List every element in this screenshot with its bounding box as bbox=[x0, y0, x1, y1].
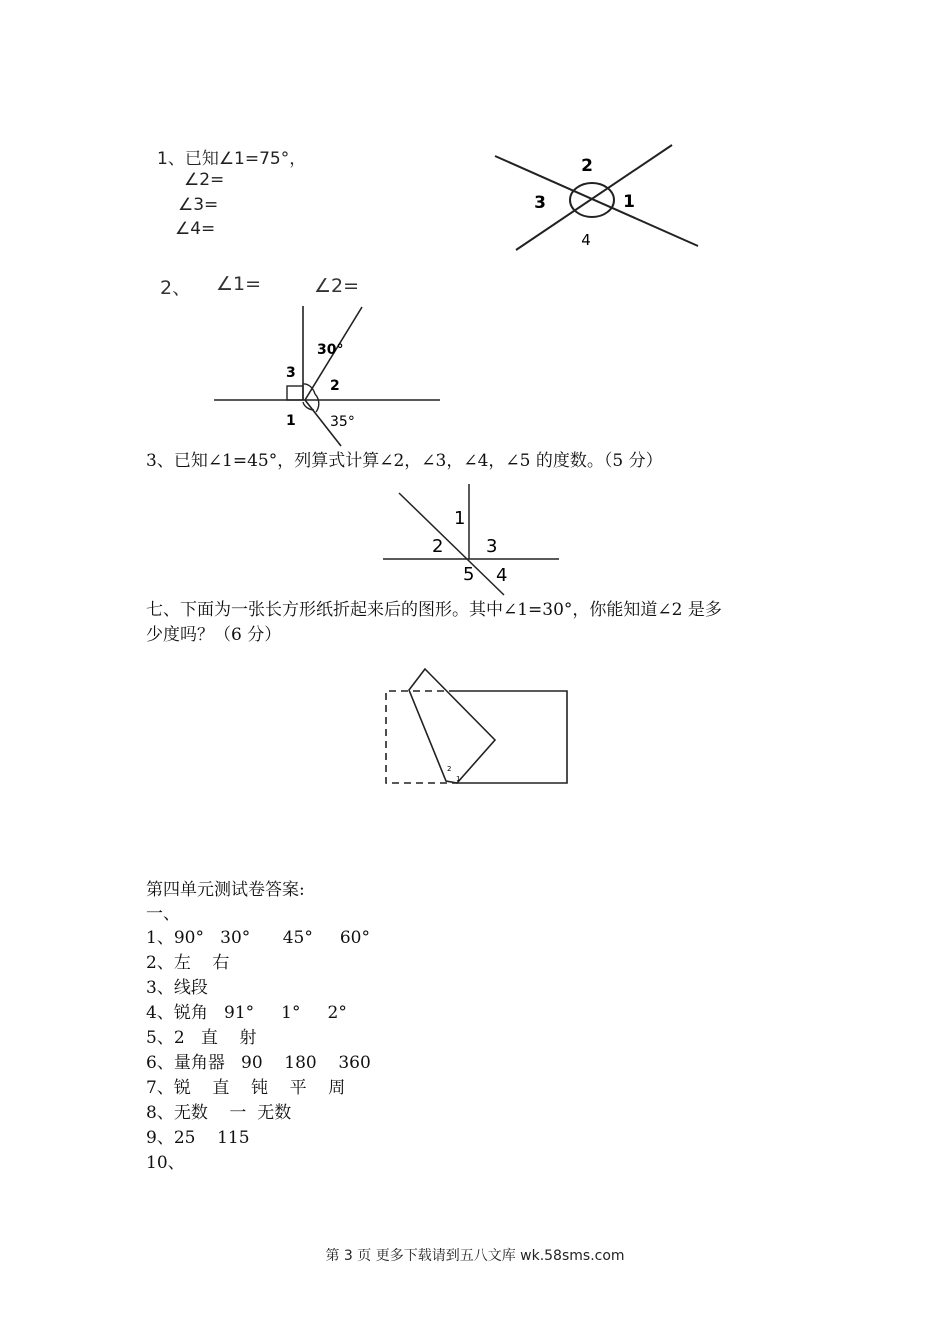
answer-item-3: 3、线段 bbox=[146, 978, 208, 998]
answers-section: 一、 bbox=[146, 904, 180, 924]
q1-angle4-blank: ∠4= bbox=[175, 219, 216, 239]
answer-item-6: 6、量角器 90 180 360 bbox=[146, 1053, 371, 1073]
q2-label-35: 35° bbox=[330, 414, 355, 430]
answer-item-9: 9、25 115 bbox=[146, 1128, 250, 1148]
answer-item-10: 10、 bbox=[146, 1153, 185, 1173]
q3-text: 3、已知∠1=45°，列算式计算∠2，∠3，∠4，∠5 的度数。（5 分） bbox=[146, 451, 663, 471]
answer-item-1: 1、90° 30° 45° 60° bbox=[146, 928, 370, 948]
q2-label-2: 2 bbox=[330, 378, 340, 394]
q3-label-2: 2 bbox=[432, 536, 444, 557]
q3-label-4: 4 bbox=[496, 565, 508, 586]
q1-title: 1、已知∠1=75°， bbox=[157, 149, 307, 169]
q7-label-1: 1 bbox=[456, 775, 461, 783]
q2-label-1: 1 bbox=[286, 413, 296, 429]
q7-line2: 少度吗？（6 分） bbox=[146, 625, 282, 645]
answer-item-8: 8、无数 一 无数 bbox=[146, 1103, 292, 1123]
answer-item-2: 2、左 右 bbox=[146, 953, 230, 973]
answer-item-5: 5、2 直 射 bbox=[146, 1028, 257, 1048]
q7-label-2: 2 bbox=[447, 765, 452, 773]
q1-label-2: 2 bbox=[581, 156, 593, 176]
q1-angle3-blank: ∠3= bbox=[178, 195, 219, 215]
q1-angle2-blank: ∠2= bbox=[184, 170, 225, 190]
q1-label-3: 3 bbox=[534, 193, 546, 213]
q3-label-1: 1 bbox=[454, 508, 466, 529]
q1-label-1: 1 bbox=[623, 192, 635, 212]
q7-line1: 七、下面为一张长方形纸折起来后的图形。其中∠1=30°，你能知道∠2 是多 bbox=[146, 600, 722, 620]
q2-angle2-blank: ∠2= bbox=[314, 275, 360, 297]
q7-folded-flap bbox=[409, 669, 495, 783]
q3-label-3: 3 bbox=[486, 536, 498, 557]
q2-number: 2、 bbox=[160, 277, 192, 299]
answers-title: 第四单元测试卷答案: bbox=[146, 880, 305, 900]
answer-item-7: 7、锐 直 钝 平 周 bbox=[146, 1078, 346, 1098]
q1-label-4: 4 bbox=[581, 231, 591, 249]
q2-label-30: 30° bbox=[317, 342, 344, 358]
answer-item-4: 4、锐角 91° 1° 2° bbox=[146, 1003, 347, 1023]
q3-label-5: 5 bbox=[463, 564, 475, 585]
q2-angle1-blank: ∠1= bbox=[216, 273, 262, 295]
q2-label-3: 3 bbox=[286, 365, 296, 381]
page-footer: 第 3 页 更多下载请到五八文库 wk.58sms.com bbox=[325, 1248, 625, 1264]
